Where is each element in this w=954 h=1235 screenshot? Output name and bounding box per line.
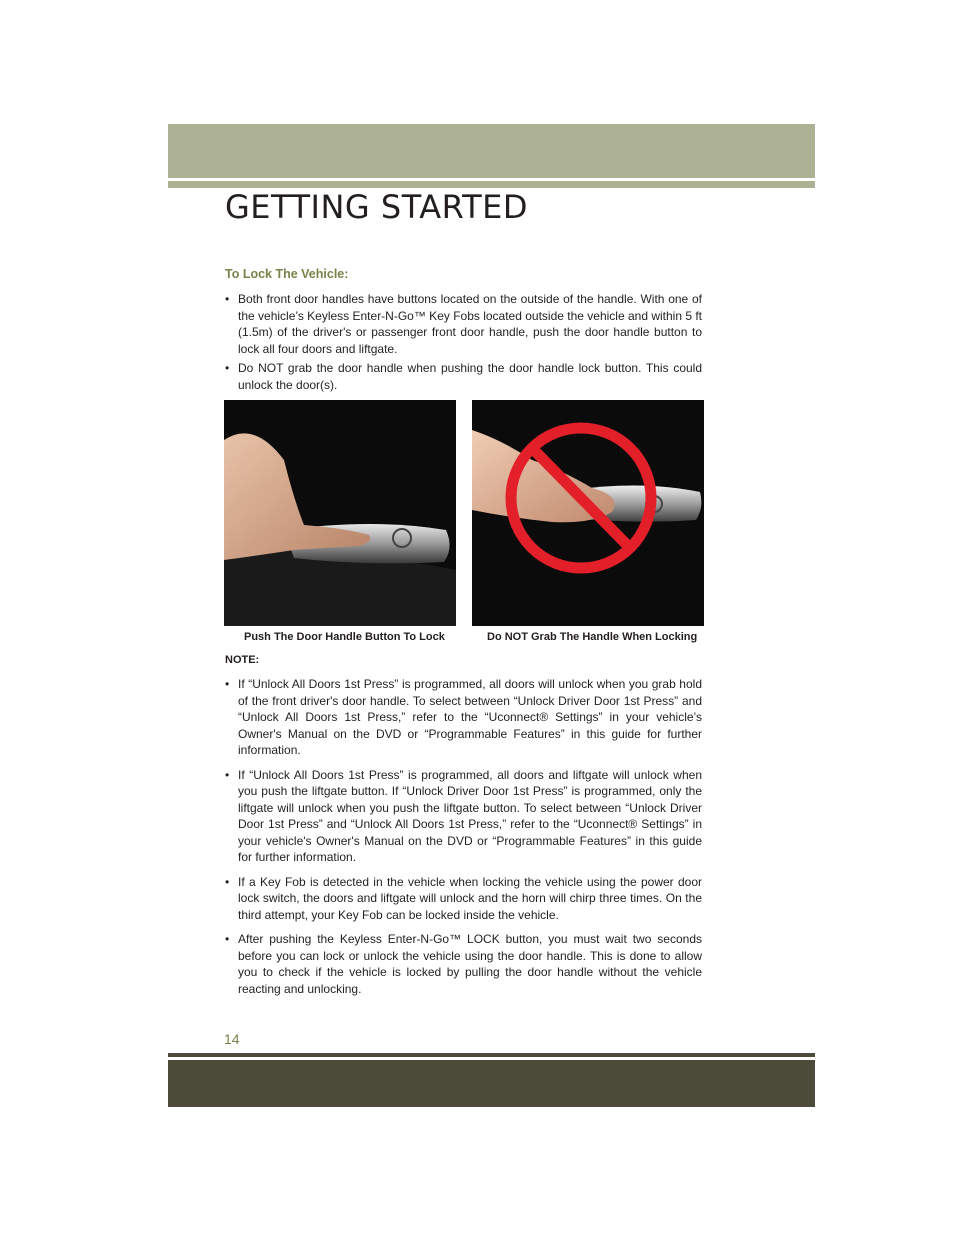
footer-band — [168, 1060, 815, 1107]
page-number: 14 — [224, 1031, 240, 1047]
note-label: NOTE: — [225, 654, 260, 666]
section-heading: To Lock The Vehicle: — [225, 267, 349, 281]
list-item: • If “Unlock All Doors 1st Press” is programmed, all doors will unlock when you grab hold of the front driver's door handle. To select between “Unlock Driver Door 1st Press” and “Unlock All Doors 1st Press,” refer to the “Uconnect® Settings” in your vehicle’s Owner's Manual on the DVD or “Programmable Features” in this guide for further information. — [225, 677, 702, 757]
photo-push-button — [224, 400, 456, 626]
list-item: • If “Unlock All Doors 1st Press” is programmed, all doors and liftgate will unlock when you push the liftgate button. If “Unlock Driver Door 1st Press” is programmed, only the liftgate will unlock when you push the liftgate button. To select between “Unlock Driver Door 1st Press” and “Unlock All Doors 1st Press,” refer to the “Uconnect® Settings” in your vehicle's Owner's Manual on the DVD or “Programmable Features” in this guide for further information. — [225, 767, 702, 864]
chapter-title: GETTING STARTED — [225, 188, 528, 226]
photo-do-not-grab — [472, 400, 704, 626]
figure-caption-left: Push The Door Handle Button To Lock — [244, 631, 445, 643]
lock-instructions-list — [225, 291, 702, 396]
note-list — [225, 676, 702, 1005]
list-item: • If a Key Fob is detected in the vehicle when locking the vehicle using the power door lock switch, the doors and liftgate will unlock and the horn will chirp three times. On the third attempt, your Key Fob can be locked inside the vehicle. — [225, 874, 702, 922]
list-item: • Do NOT grab the door handle when pushing the door handle lock button. This could unlock the door(s). — [225, 361, 702, 392]
footer-stripe — [168, 1053, 815, 1057]
figure-caption-right: Do NOT Grab The Handle When Locking — [487, 631, 698, 643]
header-band — [168, 124, 815, 178]
header-stripe — [168, 181, 815, 188]
list-item: • Both front door handles have buttons located on the outside of the handle. With one of the vehicle’s Keyless Enter-N-Go™ Key Fobs located outside the vehicle and within 5 ft (1.5m) of the driver's or passenger front door handle, push the door handle button to lock all four doors and liftgate. — [225, 292, 703, 356]
list-item: • After pushing the Keyless Enter-N-Go™ LOCK button, you must wait two seconds before you can lock or unlock the vehicle using the door handle. This is done to allow you to check if the vehicle is locked by pulling the door handle without the vehicle reacting and unlocking. — [225, 932, 702, 996]
